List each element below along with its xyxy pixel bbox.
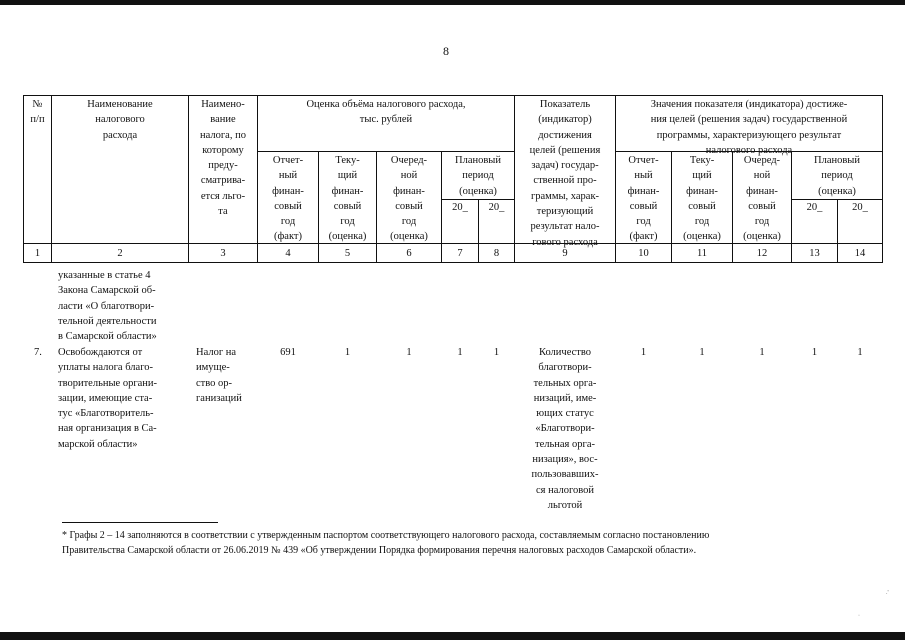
column-number: 7: [457, 248, 463, 259]
column-number: 3: [220, 248, 226, 259]
column-number: 12: [756, 248, 768, 259]
header-plan-year-4: 20_: [852, 202, 868, 213]
table-grid-line: [882, 95, 883, 263]
header-report-year-2: Отчет- ный финан- совый год (факт): [627, 155, 660, 243]
header-current-year: Теку- щий финан- совый год (оценка): [328, 155, 367, 243]
header-indicator: Показатель (индикатор) достижения целей (решения задач) государ- ственной про- граммы, харак- теризующий результат нало- гового расхода: [529, 99, 601, 248]
row-value-6: 1: [406, 347, 412, 358]
row-value-10: 1: [640, 347, 647, 358]
footnote-divider: [62, 522, 218, 523]
continuation-text: указанные в статье 4 Закона Самарской об- ласти «О благотвори- тельной деятельности в Самарской области»: [58, 270, 157, 343]
row-value-12: 1: [759, 347, 765, 358]
bottom-border: [0, 632, 905, 640]
column-number: 2: [117, 248, 123, 259]
footnote: * Графы 2 – 14 заполняются в соответствии с утвержденным паспортом соответствующего налогового расхода, составляемым согласно постановлению Правительства Самарской области от 26.06.2019 № 439 «Об утверждении Порядка формирования перечня налоговых расходов Самарской области».: [62, 530, 710, 556]
scan-speck: ·: [858, 613, 860, 619]
row-value-4: 691: [280, 347, 296, 358]
table-grid-line: [258, 151, 515, 152]
row-name: Освобождаются от уплаты налога благо- творительные органи- зации, имеющие ста- тус «Благотворитель- ная организация в Са- марской области»: [58, 347, 158, 450]
column-number: 1: [34, 248, 41, 259]
row-tax: Налог на имуще- ство ор- ганизаций: [196, 347, 242, 404]
row-value-7: 1: [457, 347, 463, 358]
row-value-14: 1: [857, 347, 863, 358]
header-plan-period-2: Плановый период (оценка): [814, 155, 860, 197]
header-plan-year-2: 20_: [488, 202, 505, 213]
row-value-13: 1: [811, 347, 818, 358]
page-number: 8: [443, 44, 449, 58]
row-value-11: 1: [699, 347, 705, 358]
table-grid-line: [23, 95, 883, 96]
header-plan-period: Плановый период (оценка): [455, 155, 501, 197]
header-next-year: Очеред- ной финан- совый год (оценка): [390, 155, 428, 243]
column-number: 11: [696, 248, 708, 259]
header-col-tax: Наимено- вание налога, по которому преду- сматрива- ется льго- та: [200, 99, 246, 218]
header-report-year: Отчет- ный финан- совый год (факт): [272, 155, 304, 243]
scan-speck: .': [886, 590, 889, 596]
header-col-name: Наименование налогового расхода: [87, 99, 153, 141]
header-next-year-2: Очеред- ной финан- совый год (оценка): [743, 155, 781, 243]
column-number: 14: [854, 248, 866, 259]
column-number: 6: [406, 248, 412, 259]
column-number: 8: [493, 248, 500, 259]
table-grid-line: [23, 262, 883, 263]
row-value-8: 1: [493, 347, 500, 358]
column-number: 4: [285, 248, 291, 259]
row-number: 7.: [34, 347, 42, 358]
row-indicator: Количество благотвори- тельных орга- низаций, име- ющих статус «Благотвори- тельная орга- низация», вос- пользовавших- ся налоговой льготой: [531, 347, 599, 511]
top-border: [0, 0, 905, 5]
column-number: 5: [344, 248, 351, 259]
header-indicator-values: Значения показателя (индикатора) достиже- ния целей (решения задач) государственной программы, характеризующего результат налогового расхода: [650, 99, 848, 156]
column-number: 13: [809, 248, 820, 259]
row-value-5: 1: [344, 347, 351, 358]
column-number: 10: [638, 248, 649, 259]
header-plan-year-3: 20_: [806, 202, 823, 213]
header-col-num: № п/п: [30, 99, 45, 126]
header-plan-year-1: 20_: [452, 202, 468, 213]
column-number: 9: [562, 248, 568, 259]
header-estimate: Оценка объёма налогового расхода, тыс. рублей: [306, 99, 466, 126]
header-current-year-2: Теку- щий финан- совый год (оценка): [683, 155, 721, 243]
